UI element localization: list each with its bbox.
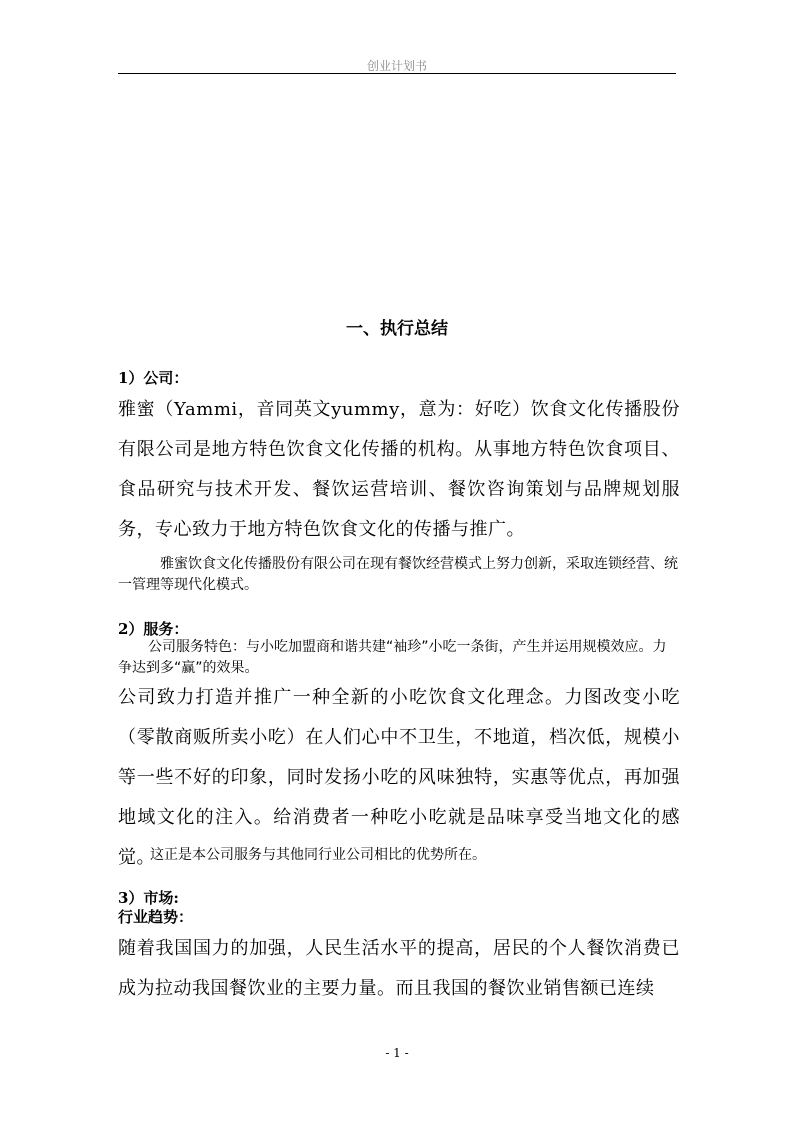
service-advantage-paragraph: 这正是本公司服务与其他同行业公司相比的优势所在。 bbox=[150, 847, 486, 863]
industry-trend-paragraph: 随着我国国力的加强，人民生活水平的提高，居民的个人餐饮消费已成为拉动我国餐饮业的主要力量。而且我国的餐饮业销售额已连续 bbox=[118, 938, 680, 999]
company-heading: 1）公司： bbox=[118, 369, 189, 387]
company-paragraph: 雅蜜（Yammi，音同英文yummy，意为：好吃）饮食文化传播股份有限公司是地方特色饮食文化传播的机构。从事地方特色饮食项目、食品研究与技术开发、餐饮运营培训、餐饮咨询策划与品牌规划服务，专心致力于地方特色饮食文化的传播与推广。 bbox=[118, 399, 680, 540]
service-feature-paragraph: 公司服务特色：与小吃加盟商和谐共建“袖珍”小吃一条街，产生并运用规模效应。力争达到多“赢”的效果。 bbox=[118, 639, 667, 676]
service-concept-paragraph: 公司致力打造并推广一种全新的小吃饮食文化理念。力图改变小吃（零散商贩所卖小吃）在人们心中不卫生，不地道，档次低，规模小等一些不好的印象，同时发扬小吃的风味独特，实惠等优点，再加强地域文化的注入。给消费者一种吃小吃就是品味享受当地文化的感觉。 bbox=[118, 687, 680, 868]
section-title: 一、执行总结 bbox=[346, 319, 448, 339]
header-divider bbox=[118, 73, 676, 74]
page-number: - 1 - bbox=[385, 1046, 409, 1060]
page-header: 创业计划书 bbox=[366, 59, 427, 73]
industry-trend-heading: 行业趋势： bbox=[118, 908, 194, 926]
company-model-paragraph: 雅蜜饮食文化传播股份有限公司在现有餐饮经营模式上努力创新，采取连锁经营、统一管理等现代化模式。 bbox=[118, 556, 678, 593]
service-heading: 2）服务： bbox=[118, 620, 189, 638]
market-heading: 3）市场: bbox=[118, 889, 179, 907]
